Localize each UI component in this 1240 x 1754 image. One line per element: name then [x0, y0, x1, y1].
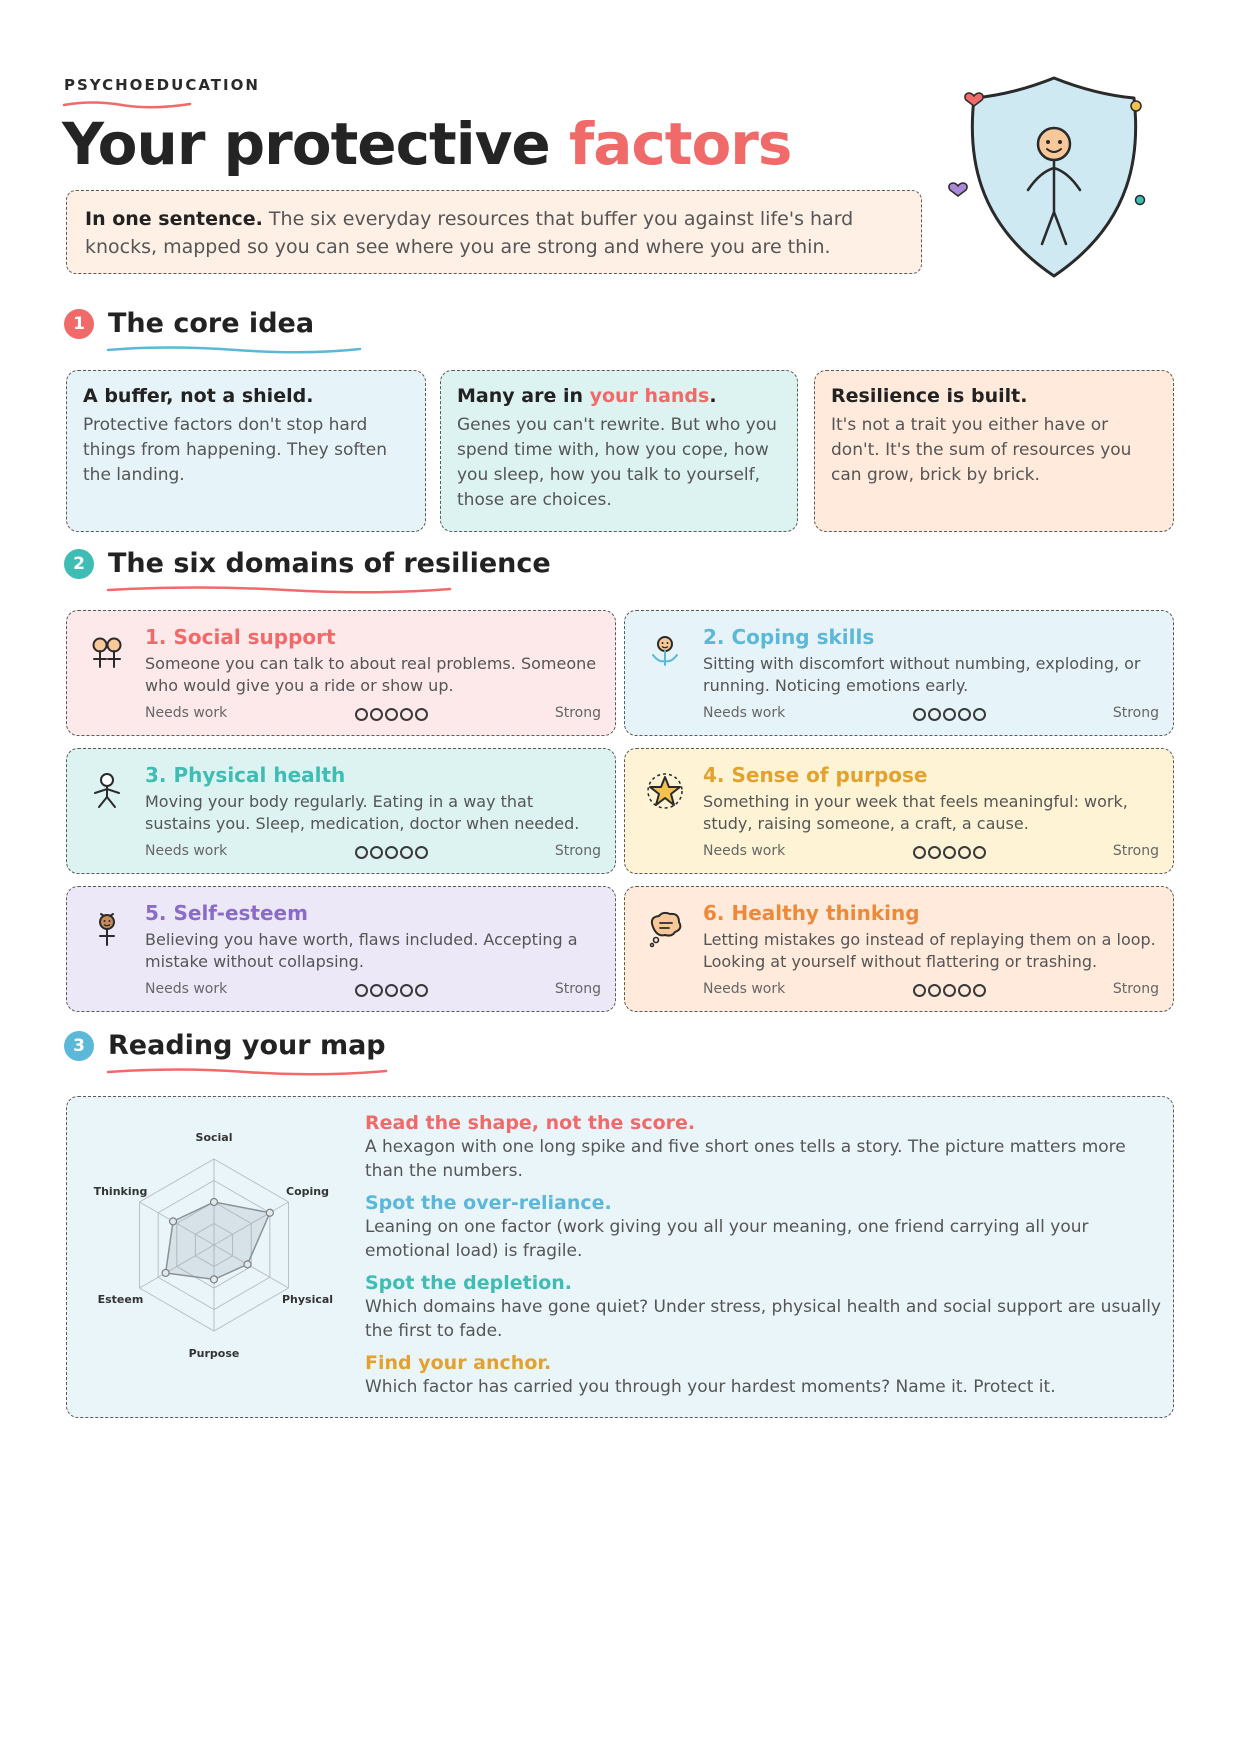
domain-title: 1. Social support [145, 625, 336, 649]
radar-axis-label: Social [195, 1131, 233, 1144]
section-2-heading [64, 548, 551, 579]
rating-dot[interactable] [958, 984, 971, 997]
tip-title: Spot the over-reliance. [365, 1192, 612, 1214]
rating-dot[interactable] [400, 846, 413, 859]
domain-text: Something in your week that feels meaningful: work, study, raising someone, a craft, a cause. [703, 792, 1128, 833]
domain-card-physical-health [66, 748, 616, 874]
section-number: 3 [64, 1031, 94, 1061]
rating-scale [703, 981, 1159, 999]
radar-axis-label: Thinking [93, 1185, 148, 1198]
domain-card-coping-skills [624, 610, 1174, 736]
domain-text: Someone you can talk to about real problems. Someone who would give you a ride or show up. [145, 654, 597, 695]
domain-text: Believing you have worth, flaws included. Accepting a mistake without collapsing. [145, 930, 578, 971]
rating-dot[interactable] [415, 846, 428, 859]
rating-dot[interactable] [943, 846, 956, 859]
smiling-person-icon [87, 909, 127, 949]
section-title: Reading your map [108, 1030, 386, 1061]
radar-chart [69, 1117, 359, 1377]
radar-point [244, 1261, 251, 1268]
card-title-highlight: your hands [589, 385, 710, 407]
summary-lead: In one sentence. [85, 208, 263, 230]
domain-text: Sitting with discomfort without numbing, exploding, or running. Noticing emotions early. [703, 654, 1141, 695]
rating-dot[interactable] [943, 984, 956, 997]
radar-point [211, 1276, 218, 1283]
rating-dot[interactable] [958, 708, 971, 721]
card-text: Genes you can't rewrite. But who you spend time with, how you cope, how you sleep, how you talk to yourself, those are choices. [457, 415, 777, 510]
rating-dot[interactable] [415, 984, 428, 997]
rating-low-label: Needs work [145, 843, 228, 859]
radar-point [266, 1209, 273, 1216]
radar-point [211, 1199, 218, 1206]
rating-dots[interactable] [355, 984, 428, 997]
summary-text: The six everyday resources that buffer you against life's hard knocks, mapped so you can see where you are strong and where you are thin. [85, 208, 854, 258]
rating-scale [145, 981, 601, 999]
rating-dot[interactable] [355, 984, 368, 997]
section-title: The six domains of resilience [108, 548, 551, 579]
rating-high-label: Strong [1112, 843, 1159, 859]
rating-dot[interactable] [370, 708, 383, 721]
card-text: It's not a trait you either have or don't. It's the sum of resources you can grow, brick by brick. [831, 415, 1132, 485]
rating-dots[interactable] [913, 984, 986, 997]
rating-dot[interactable] [385, 708, 398, 721]
domain-title: 2. Coping skills [703, 625, 875, 649]
rating-dot[interactable] [400, 708, 413, 721]
domain-card-social-support [66, 610, 616, 736]
tip-text: Leaning on one factor (work giving you all your meaning, one friend carrying all your emotional load) is fragile. [365, 1217, 1089, 1261]
tip-title: Read the shape, not the score. [365, 1112, 696, 1134]
rating-dot[interactable] [943, 708, 956, 721]
rating-dots[interactable] [913, 708, 986, 721]
section-title: The core idea [108, 308, 315, 339]
thought-bubble-icon [645, 909, 685, 949]
rating-low-label: Needs work [145, 705, 228, 721]
tip-item [365, 1351, 1165, 1399]
core-idea-card [440, 370, 798, 532]
rating-dot[interactable] [958, 846, 971, 859]
eyebrow-label: PSYCHOEDUCATION [64, 76, 260, 94]
section-1-underline [106, 344, 362, 354]
domain-text: Letting mistakes go instead of replaying them on a loop. Looking at yourself without flattering or trashing. [703, 930, 1156, 971]
radar-point [170, 1218, 177, 1225]
radar-axis-label: Physical [281, 1293, 334, 1306]
rating-dots[interactable] [355, 708, 428, 721]
radar-axis-label: Coping [286, 1185, 330, 1198]
tip-title: Find your anchor. [365, 1352, 552, 1374]
stretching-person-icon [87, 771, 127, 811]
domain-title: 6. Healthy thinking [703, 901, 920, 925]
rating-dots[interactable] [355, 846, 428, 859]
rating-dot[interactable] [355, 708, 368, 721]
rating-dot[interactable] [385, 984, 398, 997]
tip-title: Spot the depletion. [365, 1272, 573, 1294]
rating-dot[interactable] [973, 984, 986, 997]
rating-low-label: Needs work [145, 981, 228, 997]
two-people-icon [87, 633, 127, 673]
rating-dot[interactable] [928, 846, 941, 859]
rating-dot[interactable] [370, 984, 383, 997]
rating-high-label: Strong [554, 843, 601, 859]
radar-axis-label: Purpose [188, 1347, 240, 1360]
tip-item [365, 1271, 1165, 1343]
domain-title: 4. Sense of purpose [703, 763, 928, 787]
tip-item [365, 1111, 1165, 1183]
rating-dots[interactable] [913, 846, 986, 859]
rating-dot[interactable] [913, 846, 926, 859]
domain-card-self-esteem [66, 886, 616, 1012]
rating-scale [145, 705, 601, 723]
domain-text: Moving your body regularly. Eating in a way that sustains you. Sleep, medication, doctor when needed. [145, 792, 580, 833]
rating-dot[interactable] [928, 984, 941, 997]
rating-dot[interactable] [913, 708, 926, 721]
radar-axis-label: Esteem [97, 1293, 144, 1306]
domain-title: 3. Physical health [145, 763, 346, 787]
rating-high-label: Strong [1112, 981, 1159, 997]
section-1-heading [64, 308, 314, 339]
title-accent: factors [568, 110, 792, 178]
section-number: 2 [64, 549, 94, 579]
rating-high-label: Strong [1112, 705, 1159, 721]
rating-scale [703, 705, 1159, 723]
star-icon [645, 771, 685, 811]
rating-dot[interactable] [370, 846, 383, 859]
eyebrow-underline [62, 98, 192, 110]
core-idea-card [66, 370, 426, 532]
section-3-heading [64, 1030, 386, 1061]
tip-text: Which factor has carried you through your hardest moments? Name it. Protect it. [365, 1377, 1056, 1397]
rating-dot[interactable] [973, 846, 986, 859]
rating-high-label: Strong [554, 705, 601, 721]
radar-point [162, 1269, 169, 1276]
rating-dot[interactable] [355, 846, 368, 859]
tip-text: Which domains have gone quiet? Under stress, physical health and social support are usually the first to fade. [365, 1297, 1161, 1341]
summary-box [66, 190, 922, 274]
rating-dot[interactable] [913, 984, 926, 997]
section-number: 1 [64, 309, 94, 339]
section-2-underline [106, 584, 452, 594]
card-title: Resilience is built. [831, 385, 1028, 407]
rating-low-label: Needs work [703, 843, 786, 859]
domain-card-sense-of-purpose [624, 748, 1174, 874]
page-title [62, 110, 791, 178]
rating-scale [145, 843, 601, 861]
meditating-person-icon [645, 633, 685, 673]
title-main: Your protective [62, 110, 550, 178]
card-text: Protective factors don't stop hard things from happening. They soften the landing. [83, 415, 387, 485]
tips-list [365, 1111, 1165, 1407]
rating-high-label: Strong [554, 981, 601, 997]
rating-low-label: Needs work [703, 705, 786, 721]
core-idea-card [814, 370, 1174, 532]
card-title-post: . [709, 385, 717, 407]
tip-text: A hexagon with one long spike and five short ones tells a story. The picture matters more than the numbers. [365, 1137, 1126, 1181]
rating-scale [703, 843, 1159, 861]
domain-title: 5. Self-esteem [145, 901, 308, 925]
rating-low-label: Needs work [703, 981, 786, 997]
card-title-pre: Many are in [457, 385, 590, 407]
shield-person-illustration [944, 72, 1166, 288]
rating-dot[interactable] [385, 846, 398, 859]
rating-dot[interactable] [415, 708, 428, 721]
tip-item [365, 1191, 1165, 1263]
rating-dot[interactable] [928, 708, 941, 721]
domain-card-healthy-thinking [624, 886, 1174, 1012]
card-title [457, 385, 781, 407]
card-title: A buffer, not a shield. [83, 385, 314, 407]
rating-dot[interactable] [973, 708, 986, 721]
section-3-underline [106, 1066, 388, 1076]
reading-map-box [66, 1096, 1174, 1418]
rating-dot[interactable] [400, 984, 413, 997]
